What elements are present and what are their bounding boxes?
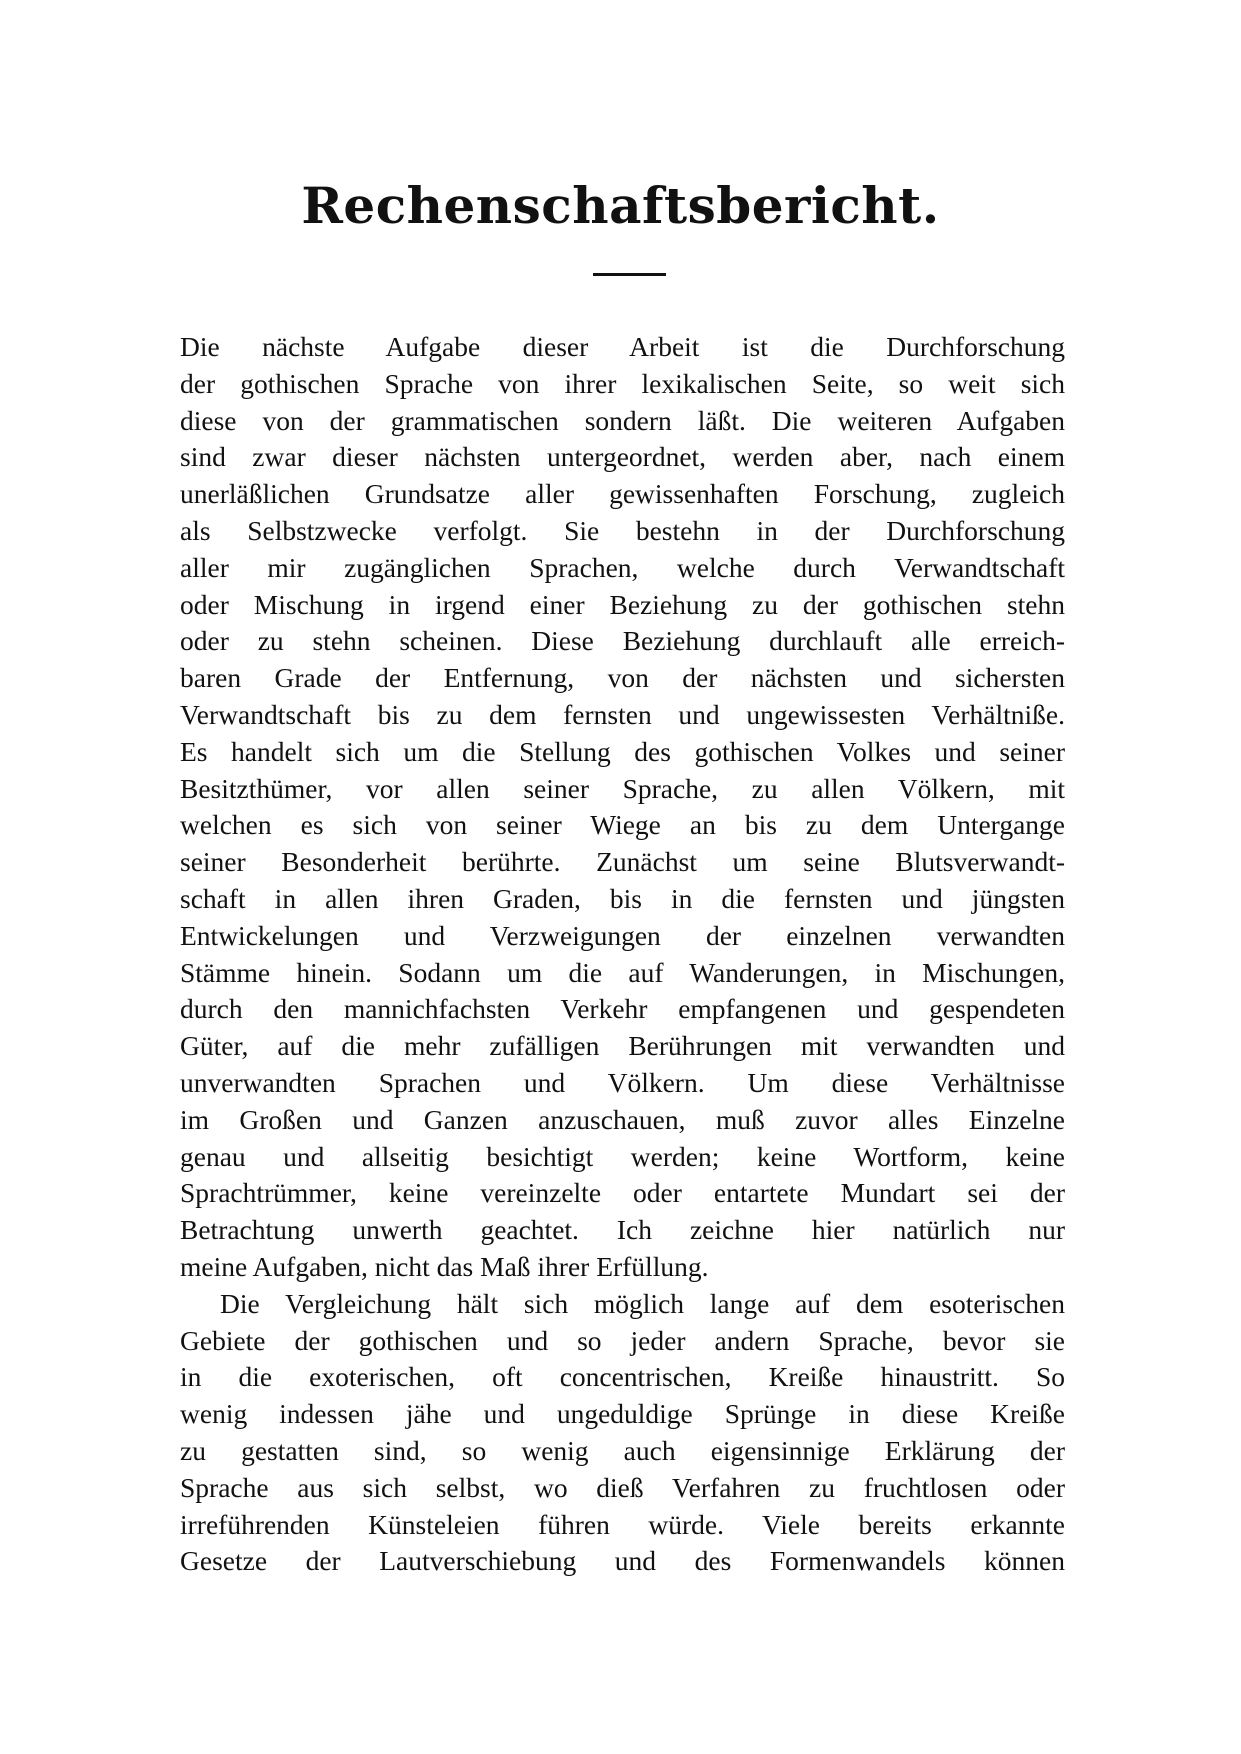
text-line: Die nächste Aufgabe dieser Arbeit ist die Durchforschung [180, 331, 1065, 362]
text-line: oder zu stehn scheinen. Diese Beziehung durchlauft alle erreich- [180, 625, 1065, 657]
text-line: Verwandtschaft bis zu dem fernsten und ungewissesten Verhältniße. [180, 698, 1065, 730]
text-line: Gebiete der gothischen und so jeder andern Sprache, bevor sie [180, 1324, 1065, 1356]
body-text [180, 329, 1065, 1580]
text-line: in die exoterischen, oft concentrischen, Kreiße hinaustritt. So [180, 1361, 1065, 1393]
text-line: schaft in allen ihren Graden, bis in die fernsten und jüngsten [180, 882, 1065, 914]
text-line: durch den mannichfachsten Verkehr empfangenen und gespendeten [180, 993, 1065, 1025]
text-line: Güter, auf die mehr zufälligen Berührungen mit verwandten und [180, 1030, 1065, 1062]
text-line: Stämme hinein. Sodann um die auf Wanderungen, in Mischungen, [180, 956, 1065, 988]
text-line: aller mir zugänglichen Sprachen, welche durch Verwandtschaft [180, 551, 1065, 583]
text-line: seiner Besonderheit berührte. Zunächst um seine Blutsverwandt- [180, 846, 1065, 878]
text-line: irreführenden Künsteleien führen würde. Viele bereits erkannte [180, 1508, 1065, 1540]
text-line: Besitzthümer, vor allen seiner Sprache, zu allen Völkern, mit [180, 772, 1065, 804]
text-line: als Selbstzwecke verfolgt. Sie bestehn in der Durchforschung [180, 514, 1065, 546]
text-line: im Großen und Ganzen anzuschauen, muß zuvor alles Einzelne [180, 1103, 1065, 1135]
paragraph-2 [180, 1286, 1065, 1580]
text-line: baren Grade der Entfernung, von der nächsten und sichersten [180, 662, 1065, 694]
page-title: Rechenschaftsbericht. [301, 176, 940, 235]
text-line: unverwandten Sprachen und Völkern. Um diese Verhältnisse [180, 1066, 1065, 1098]
text-line: oder Mischung in irgend einer Beziehung zu der gothischen stehn [180, 588, 1065, 620]
title-divider [593, 273, 666, 276]
text-line: Die Vergleichung hält sich möglich lange auf dem esoterischen [220, 1287, 1065, 1319]
text-line: Es handelt sich um die Stellung des gothischen Volkes und seiner [180, 735, 1065, 767]
text-line: Sprache aus sich selbst, wo dieß Verfahren zu fruchtlosen oder [180, 1471, 1065, 1503]
paragraph-1 [180, 329, 1065, 1286]
text-line: Sprachtrümmer, keine vereinzelte oder entartete Mundart sei der [180, 1177, 1065, 1209]
text-line: sind zwar dieser nächsten untergeordnet, werden aber, nach einem [180, 441, 1065, 473]
text-line: Entwickelungen und Verzweigungen der einzelnen verwandten [180, 919, 1065, 951]
text-line: meine Aufgaben, nicht das Maß ihrer Erfüllung. [180, 1250, 709, 1282]
text-line: welchen es sich von seiner Wiege an bis zu dem Untergange [180, 809, 1065, 841]
text-line: diese von der grammatischen sondern läßt. Die weiteren Aufgaben [180, 404, 1065, 436]
text-line: Betrachtung unwerth geachtet. Ich zeichne hier natürlich nur [180, 1214, 1065, 1246]
text-line: unerläßlichen Grundsatze aller gewissenhaften Forschung, zugleich [180, 478, 1065, 510]
text-line: der gothischen Sprache von ihrer lexikalischen Seite, so weit sich [180, 367, 1065, 399]
text-line: Gesetze der Lautverschiebung und des Formenwandels können [180, 1545, 1065, 1577]
text-line: wenig indessen jähe und ungeduldige Sprünge in diese Kreiße [180, 1398, 1065, 1430]
text-line: genau und allseitig besichtigt werden; keine Wortform, keine [180, 1140, 1065, 1172]
text-line: zu gestatten sind, so wenig auch eigensinnige Erklärung der [180, 1434, 1065, 1466]
